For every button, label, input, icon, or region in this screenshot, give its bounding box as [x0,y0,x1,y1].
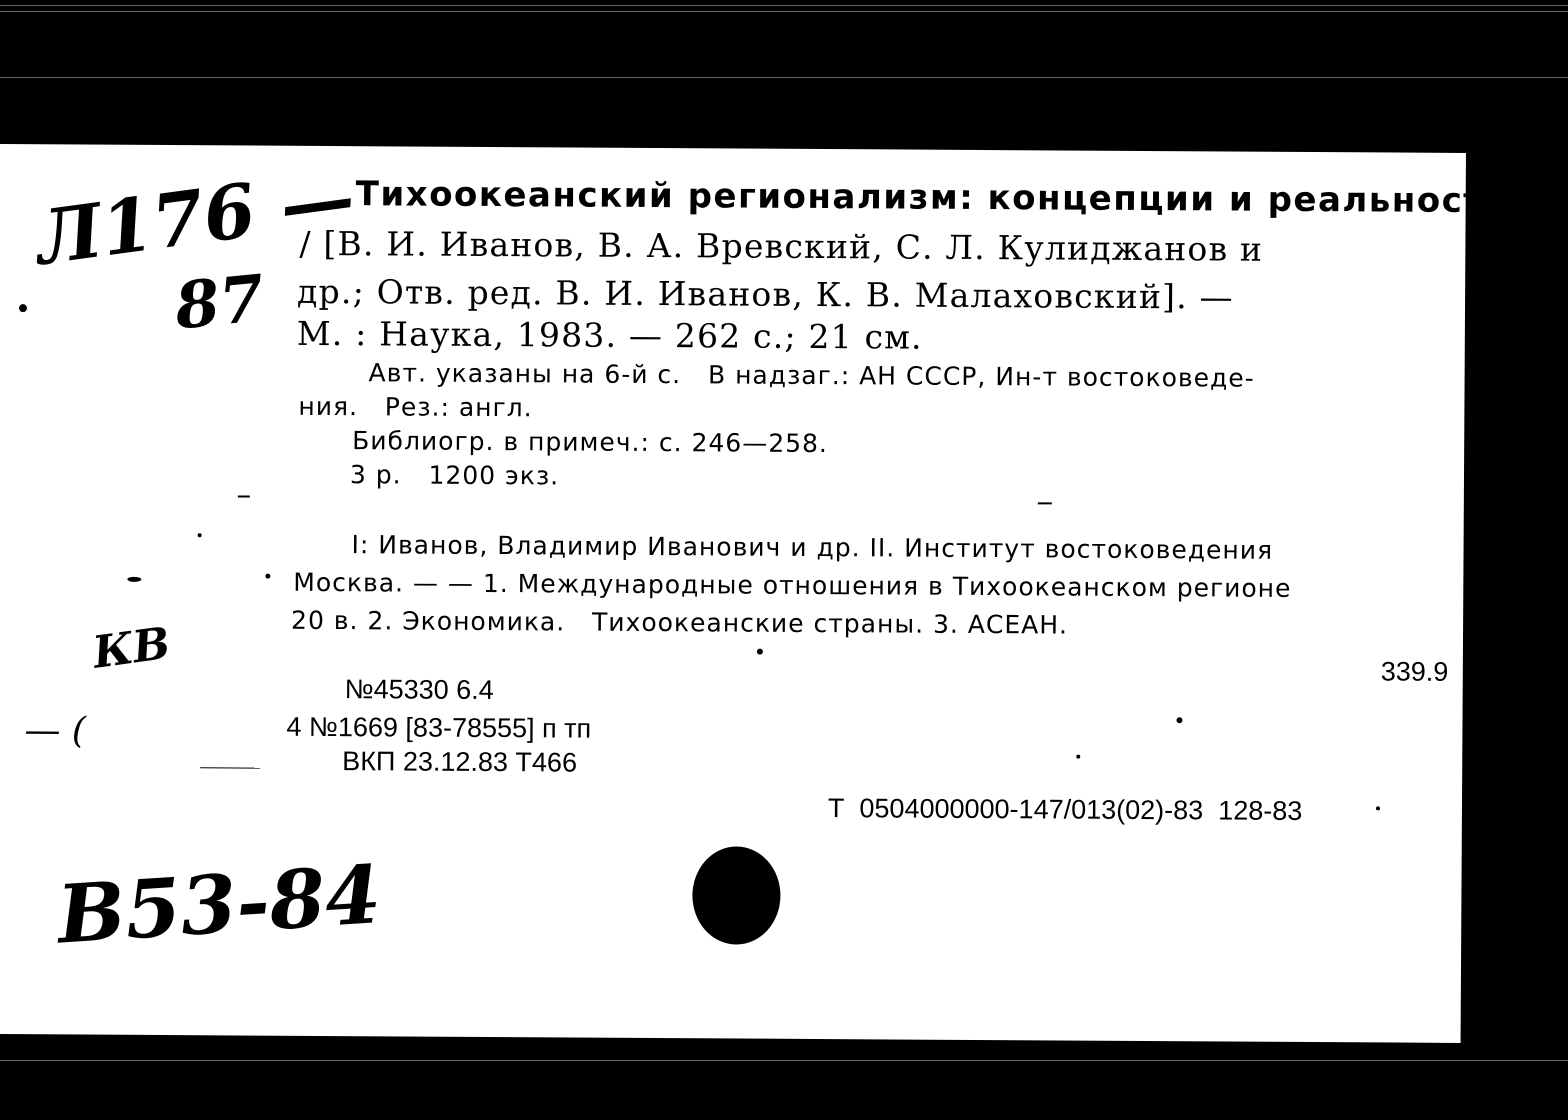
body-line-1: / [В. И. Иванов, В. А. Вревский, С. Л. Кулиджанов и [299,223,1264,269]
scan-speck [1376,806,1380,810]
subject-line-3: 20 в. 2. Экономика. Тихоокеанские страны. 3. АСЕАН. [291,605,1069,640]
scan-speck [1076,755,1080,759]
note-line-4: 3 р. 1200 экз. [349,460,560,491]
order-line-3: ВКП 23.12.83 Т466 [342,746,578,778]
order-line-1: №45330 6.4 [344,674,494,706]
scan-speck [19,304,27,312]
scan-speck [265,574,270,579]
handwritten-bottom-code: В53-84 [54,847,384,962]
body-line-2: др.; Отв. ред. В. И. Иванов, К. В. Малаховский]. — [296,271,1234,317]
classification-number: 339.9 [1380,656,1449,687]
note-line-2: ния. Рез.: англ. [298,391,533,423]
scan-border-line [0,11,1568,12]
subject-line-2: Москва. — — 1. Международные отношения в Тихоокеанском регионе [293,567,1292,603]
scan-dash [238,495,250,497]
scan-speck [198,533,202,537]
body-line-3: М. : Наука, 1983. — 262 с.; 21 см. [296,313,923,357]
scan-border-line [0,77,1568,78]
handwritten-mark-kv: КВ [89,617,174,679]
price-code: Т 0504000000-147/013(02)-83 128-83 [827,793,1303,826]
handwritten-shelf-mark: Л176 — [31,154,360,283]
book-title: Тихоокеанский регионализм: концепции и реальность [355,174,1508,222]
handwritten-shelf-year: 87 [171,261,268,345]
scan-speck [127,577,141,582]
order-line-2: 4 №1669 [83-78555] п тп [286,711,592,744]
punch-hole [692,846,781,945]
handwritten-dash-mark: — ( [24,710,87,752]
scan-dash [1038,502,1052,504]
scan-dash [200,767,260,768]
scan-speck [757,649,763,655]
scan-speck [1176,717,1182,723]
scan-border-line [0,1060,1568,1061]
catalog-card [0,144,1508,1043]
subject-line-1: I: Иванов, Владимир Иванович и др. II. Институт востоковедения [351,530,1274,565]
scan-border-line [0,5,1568,6]
note-line-3: Библиогр. в примеч.: с. 246—258. [352,426,829,459]
note-line-1: Авт. указаны на 6-й с. В надзаг.: АН СССР, Ин-т востоковеде- [368,358,1255,393]
